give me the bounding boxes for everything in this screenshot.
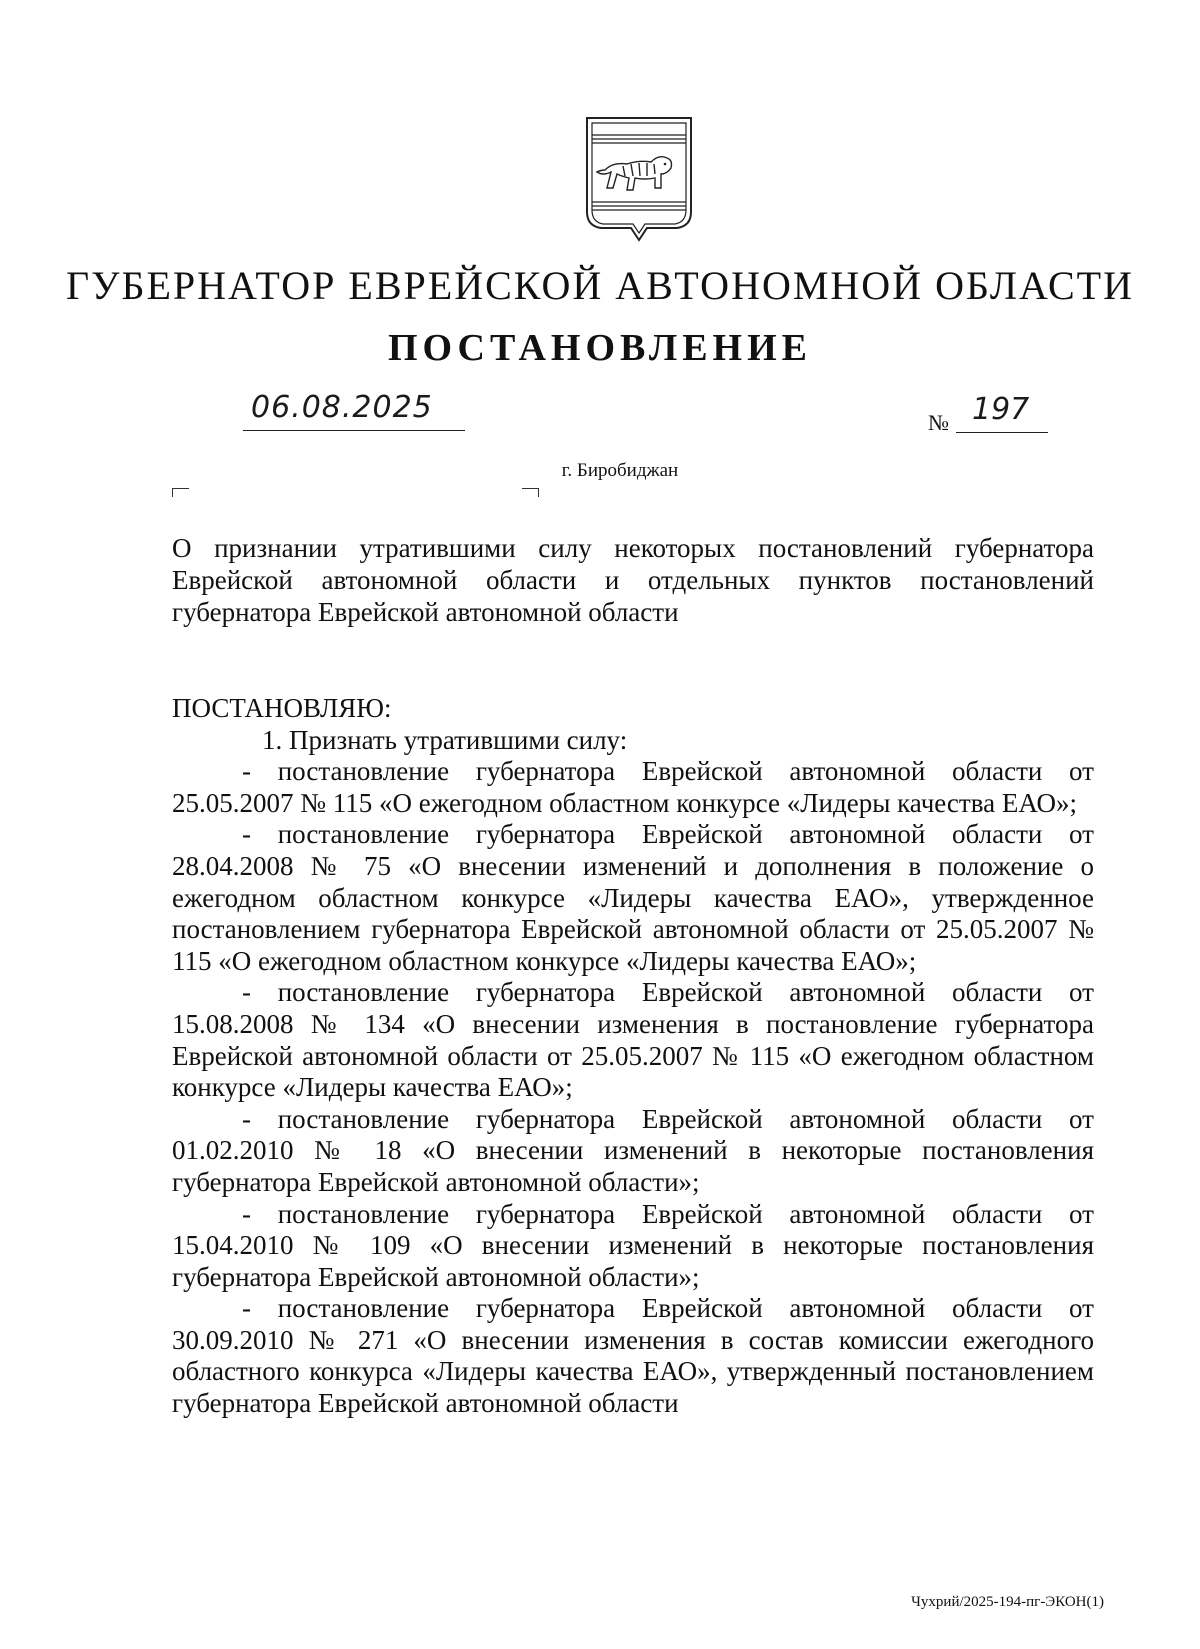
document-title: О признании утратившими силу некоторых постановлений губернатора Еврейской автономной области и отдельных пунктов постановлений губернатора Еврейской автономной области [172,533,1094,627]
document-body [172,693,1094,1420]
number-field [956,392,1048,433]
city-label: г. Биробиджан [561,460,679,481]
list-item: - постановление губернатора Еврейской автономной области от 15.04.2010 № 109 «О внесении изменений в некоторые постановления губернатора Еврейской автономной области»; [172,1198,1094,1292]
handwritten-date: 06.08.2025 [251,390,433,425]
decree-word: ПОСТАНОВЛЯЮ: [172,693,392,723]
title-corner-mark-right [522,488,539,497]
list-item: - постановление губернатора Еврейской автономной области от 01.02.2010 № 18 «О внесении изменений в некоторые постановления губернатора Еврейской автономной области»; [172,1103,1094,1197]
issuing-authority: ГУБЕРНАТОР ЕВРЕЙСКОЙ АВТОНОМНОЙ ОБЛАСТИ [66,263,1134,308]
handwritten-number: 197 [972,392,1030,427]
list-item: - постановление губернатора Еврейской автономной области от 30.09.2010 № 271 «О внесении изменения в состав комиссии ежегодного областного конкурса «Лидеры качества ЕАО», утвержденный постановлением губернатора Еврейской автономной области [172,1293,1094,1419]
list-item: - постановление губернатора Еврейской автономной области от 15.08.2008 № 134 «О внесении изменения в постановление губернатора Еврейской автономной области от 25.05.2007 № 115 «О ежегодном областном конкурсе «Лидеры качества ЕАО»; [172,977,1094,1103]
clause-1: 1. Признать утратившими силу: [262,724,628,755]
number-sign: № [928,410,949,435]
tiger-coat-of-arms-icon [583,114,695,244]
list-item: - постановление губернатора Еврейской автономной области от 28.04.2008 № 75 «О внесении изменений и дополнения в положение о ежегодном областном конкурсе «Лидеры качества ЕАО», утвержденное постановлением губернатора Еврейской автономной области от 25.05.2007 № 115 «О ежегодном областном конкурсе «Лидеры качества ЕАО»; [172,819,1094,976]
list-item: - постановление губернатора Еврейской автономной области от 25.05.2007 № 115 «О ежегодном областном конкурсе «Лидеры качества ЕАО»; [172,756,1094,818]
date-field [243,390,465,431]
document-code: Чухрий/2025-194-пг-ЭКОН(1) [911,1594,1104,1610]
document-type: ПОСТАНОВЛЕНИЕ [387,327,813,369]
title-corner-mark-left [172,488,189,497]
